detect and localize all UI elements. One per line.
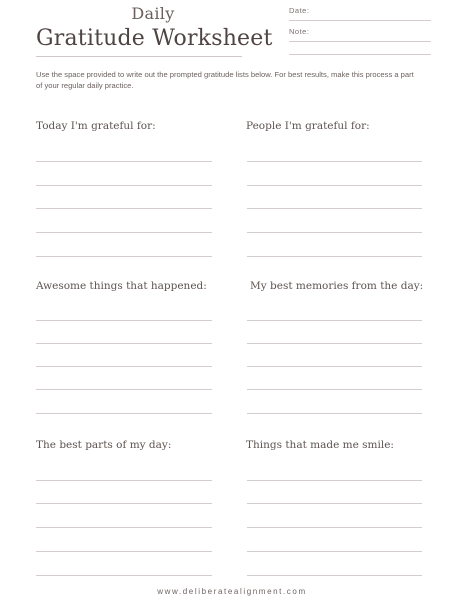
section-title-made-me-smile: Things that made me smile: [246, 439, 394, 451]
write-line[interactable] [247, 366, 422, 367]
write-line[interactable] [36, 366, 212, 367]
intro-text: Use the space provided to write out the prompted gratitude lists below. For best results, make this process a part of your regular daily practice. [36, 70, 414, 90]
write-line[interactable] [247, 480, 422, 481]
write-line[interactable] [247, 413, 422, 414]
write-line[interactable] [247, 320, 422, 321]
date-label: Date: [289, 6, 310, 15]
write-line[interactable] [36, 161, 212, 162]
date-field[interactable] [289, 6, 431, 15]
write-line[interactable] [36, 320, 212, 321]
note-line-1 [289, 41, 431, 42]
write-line[interactable] [247, 551, 422, 552]
title-gratitude-worksheet: Gratitude Worksheet [36, 26, 273, 51]
write-line[interactable] [36, 413, 212, 414]
write-line[interactable] [247, 343, 422, 344]
write-line[interactable] [247, 232, 422, 233]
write-line[interactable] [247, 256, 422, 257]
section-title-people-grateful: People I'm grateful for: [246, 120, 370, 132]
write-line[interactable] [36, 503, 212, 504]
write-line[interactable] [36, 208, 212, 209]
write-line[interactable] [36, 256, 212, 257]
write-line[interactable] [247, 389, 422, 390]
title-daily: Daily [131, 4, 175, 23]
write-line[interactable] [36, 185, 212, 186]
write-line[interactable] [247, 527, 422, 528]
write-line[interactable] [247, 161, 422, 162]
section-title-best-memories: My best memories from the day: [250, 280, 424, 292]
note-field[interactable] [289, 27, 431, 36]
write-line[interactable] [247, 208, 422, 209]
write-line[interactable] [36, 343, 212, 344]
section-title-awesome-things: Awesome things that happened: [36, 280, 207, 292]
write-line[interactable] [247, 575, 422, 576]
section-title-best-parts: The best parts of my day: [36, 439, 172, 451]
write-line[interactable] [247, 185, 422, 186]
write-line[interactable] [36, 551, 212, 552]
write-line[interactable] [36, 480, 212, 481]
write-line[interactable] [36, 232, 212, 233]
date-line [289, 20, 431, 21]
footer-website: www.deliberatealignment.com [157, 587, 307, 596]
title-divider [36, 56, 242, 57]
write-line[interactable] [36, 389, 212, 390]
note-line-2 [289, 54, 431, 55]
section-title-today-grateful: Today I'm grateful for: [36, 120, 156, 132]
write-line[interactable] [36, 527, 212, 528]
note-label: Note: [289, 27, 310, 36]
write-line[interactable] [36, 575, 212, 576]
write-line[interactable] [247, 503, 422, 504]
